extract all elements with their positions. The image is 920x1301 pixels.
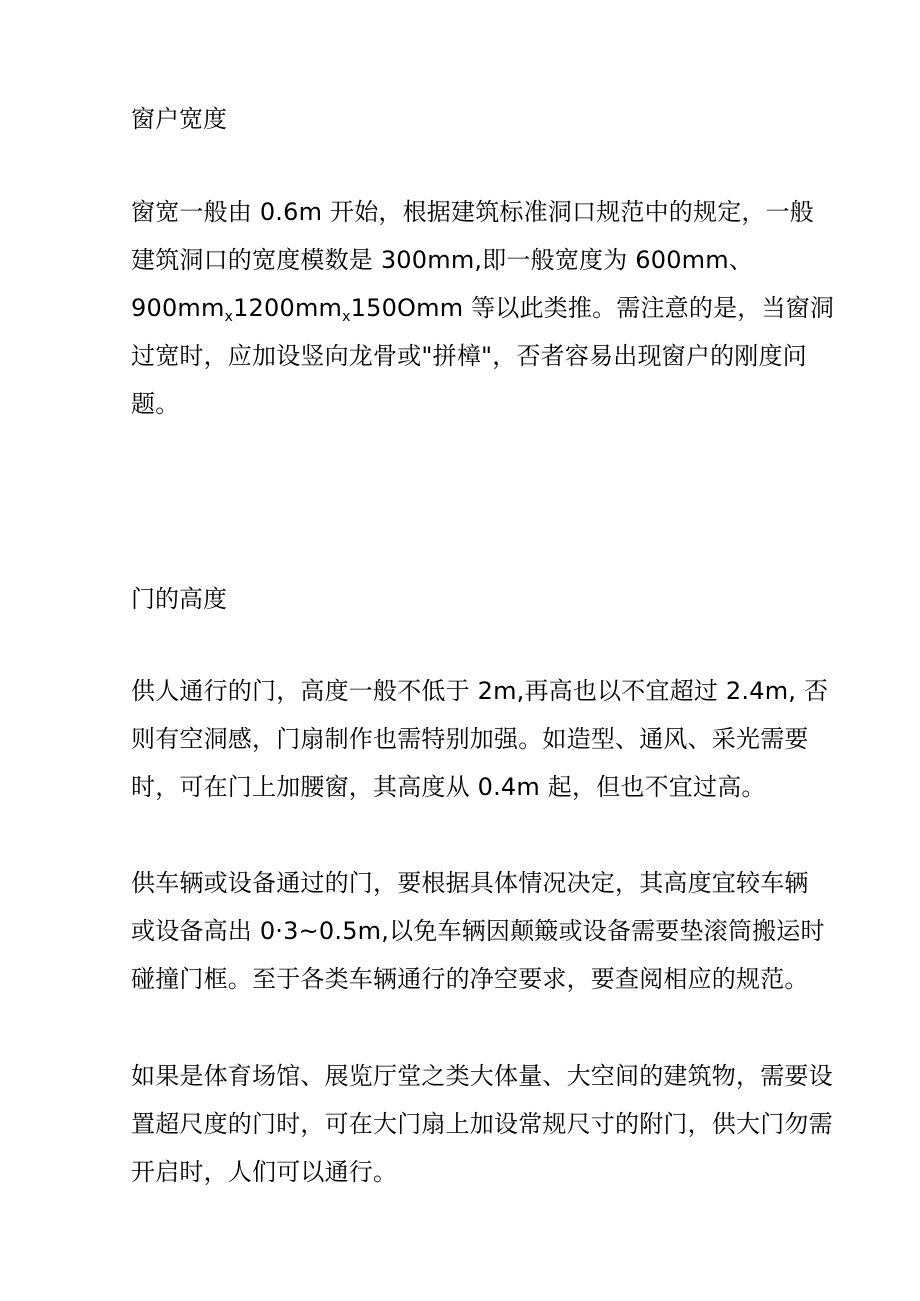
text-line: 过宽时，应加设竖向龙骨或"拼樟"，否者容易出现窗户的刚度问 xyxy=(131,342,807,370)
section-heading-door-height: 门的高度 xyxy=(131,585,227,613)
dimension-value: 900mm xyxy=(131,294,225,322)
text-line: 碰撞门框。至于各类车辆通行的净空要求，要查阅相应的规范。 xyxy=(131,965,809,993)
text-line: 供人通行的门，高度一般不低于 2m,再高也以不宜超过 2.4m, 否 xyxy=(131,677,829,705)
text-line: 窗宽一般由 0.6m 开始，根据建筑标准洞口规范中的规定，一般 xyxy=(131,198,815,226)
text-line: 如果是体育场馆、展览厅堂之类大体量、大空间的建筑物，需要设 xyxy=(131,1062,833,1090)
text-line: 供车辆或设备通过的门，要根据具体情况决定，其高度宜较车辆 xyxy=(131,869,809,897)
section-heading-window-width: 窗户宽度 xyxy=(131,105,227,133)
multiplier-sign: x xyxy=(224,309,234,325)
multiplier-sign: x xyxy=(342,309,351,325)
text-line-with-multipliers xyxy=(131,284,835,332)
text-line: 时，可在门上加腰窗，其高度从 0.4m 起，但也不宜过高。 xyxy=(131,773,766,801)
text-line: 题。 xyxy=(131,390,180,418)
text-line: 或设备高出 0·3~0.5m,以免车辆因颠簸或设备需要垫滚筒搬运时 xyxy=(131,917,825,945)
text-line: 建筑洞口的宽度模数是 300mm,即一般宽度为 600mm、 xyxy=(131,246,754,274)
dimension-value: 1200mm xyxy=(233,294,343,322)
paragraph-window-width xyxy=(131,188,835,428)
text-line: 置超尺度的门时，可在大门扇上加设常规尺寸的附门，供大门勿需 xyxy=(131,1110,833,1138)
text-line: 开启时，人们可以通行。 xyxy=(131,1158,398,1186)
text-segment: 150Omm 等以此类推。需注意的是，当窗洞 xyxy=(350,294,835,322)
paragraph-door-height-large-halls xyxy=(131,1052,833,1196)
text-line: 则有空洞感，门扇制作也需特别加强。如造型、通风、采光需要 xyxy=(131,725,809,753)
paragraph-door-height-vehicles xyxy=(131,859,825,1003)
paragraph-door-height-people xyxy=(131,667,829,811)
